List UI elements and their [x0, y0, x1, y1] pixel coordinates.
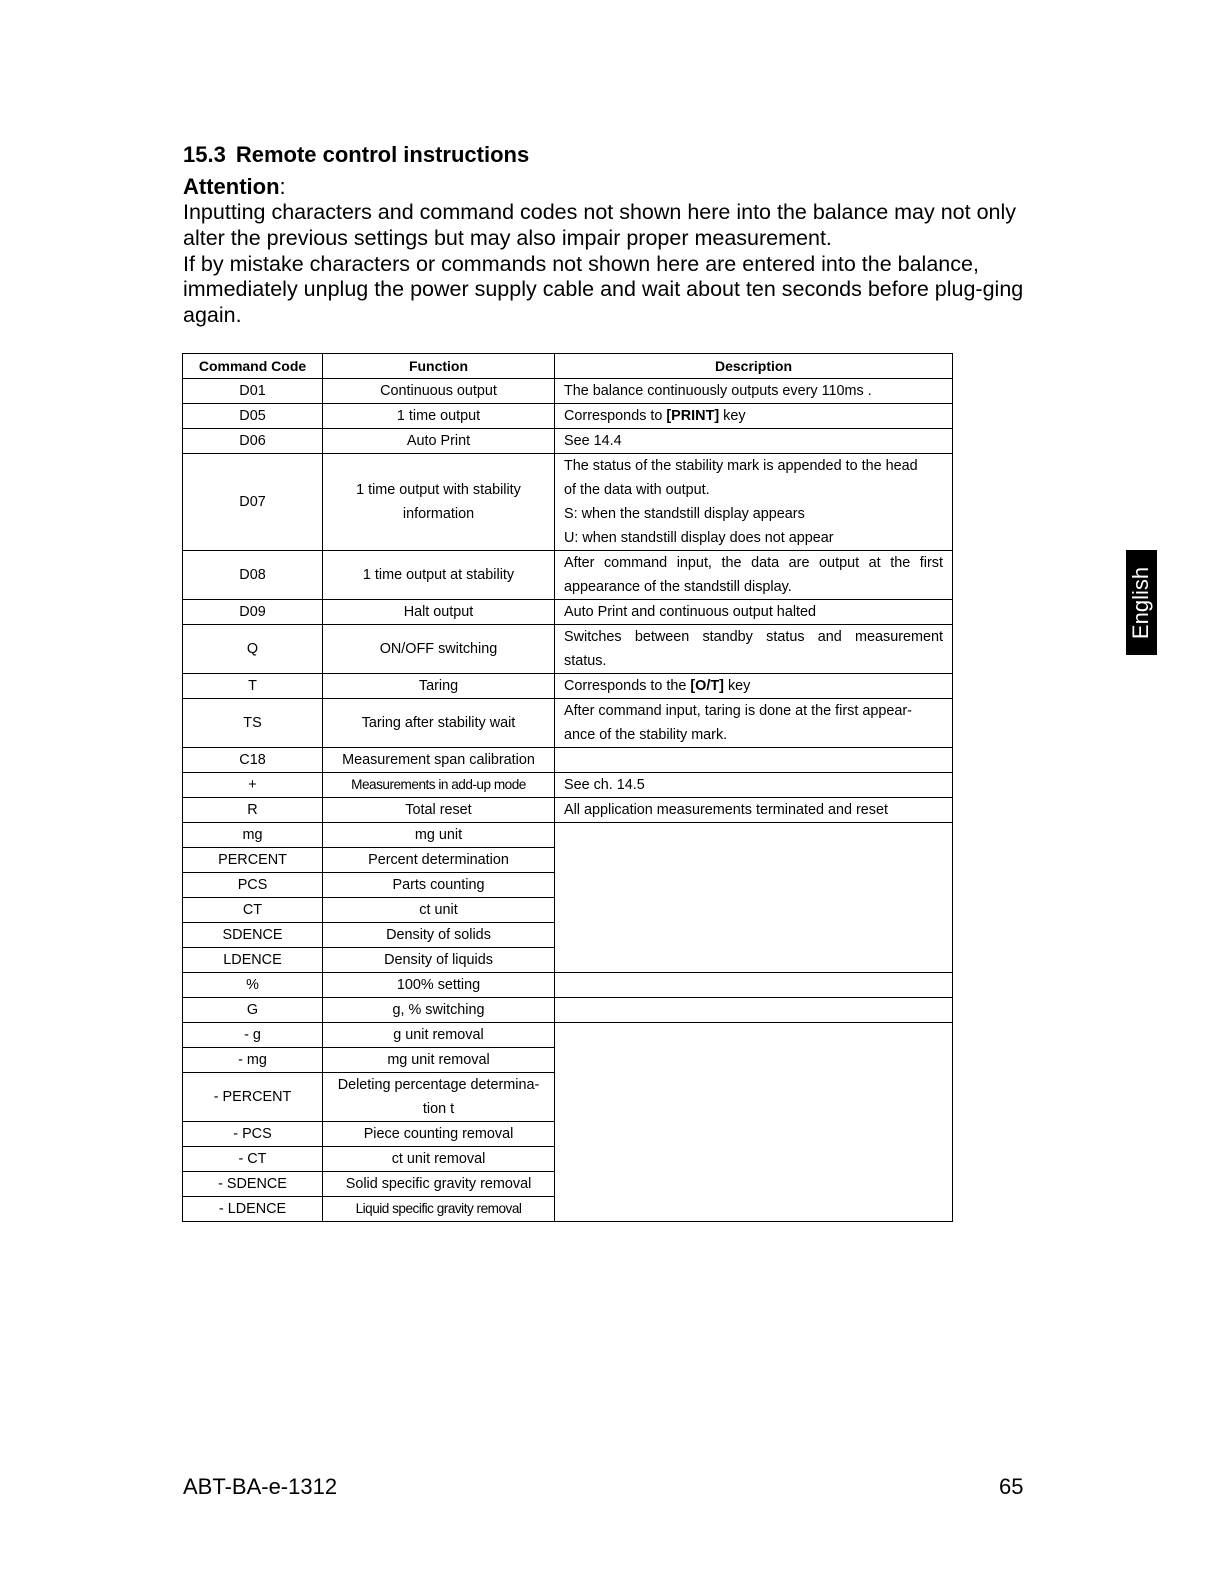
command-code: - mg — [183, 1048, 323, 1073]
command-description: The status of the stability mark is appended to the head of the data with output. S: when the standstill display appears U: when standstill display does not appear — [555, 454, 953, 551]
command-description — [555, 748, 953, 773]
command-function: mg unit removal — [323, 1048, 555, 1073]
command-function: Continuous output — [323, 379, 555, 404]
table-row — [183, 699, 953, 748]
command-code: R — [183, 798, 323, 823]
language-label: English — [1128, 566, 1154, 639]
command-function: 100% setting — [323, 973, 555, 998]
command-function: Taring after stability wait — [323, 699, 555, 748]
command-code: % — [183, 973, 323, 998]
command-code: D06 — [183, 429, 323, 454]
command-code: - g — [183, 1023, 323, 1048]
command-function: Auto Print — [323, 429, 555, 454]
document-id: ABT-BA-e-1312 — [183, 1474, 338, 1499]
table-row — [183, 748, 953, 773]
column-header: Function — [323, 354, 555, 379]
command-code: D05 — [183, 404, 323, 429]
command-function: Solid specific gravity removal — [323, 1172, 555, 1197]
language-tab — [1126, 550, 1157, 655]
command-code: LDENCE — [183, 948, 323, 973]
table-row — [183, 773, 953, 798]
command-description: Switches between standby status and measurement status. — [555, 625, 953, 674]
table-row — [183, 429, 953, 454]
command-code: TS — [183, 699, 323, 748]
table-row — [183, 379, 953, 404]
command-code: T — [183, 674, 323, 699]
command-description — [555, 973, 953, 998]
command-code: - SDENCE — [183, 1172, 323, 1197]
command-function: ct unit removal — [323, 1147, 555, 1172]
command-code: CT — [183, 898, 323, 923]
command-code: D07 — [183, 454, 323, 551]
command-function: ct unit — [323, 898, 555, 923]
command-function: Taring — [323, 674, 555, 699]
column-header: Command Code — [183, 354, 323, 379]
command-description: See ch. 14.5 — [555, 773, 953, 798]
command-function: g unit removal — [323, 1023, 555, 1048]
command-function: Halt output — [323, 600, 555, 625]
command-code: - CT — [183, 1147, 323, 1172]
command-function: ON/OFF switching — [323, 625, 555, 674]
section-title: Remote control instructions — [235, 142, 530, 167]
section-number: 15.3 — [183, 142, 226, 167]
command-description: The balance continuously outputs every 110ms . — [555, 379, 953, 404]
column-header: Description — [555, 354, 953, 379]
command-function: Total reset — [323, 798, 555, 823]
command-table — [182, 353, 953, 1222]
command-code: Q — [183, 625, 323, 674]
table-row — [183, 454, 953, 551]
attention-label: Attention: — [183, 174, 286, 199]
table-header-row — [183, 354, 953, 379]
command-code: PCS — [183, 873, 323, 898]
command-function: Measurements in add-up mode — [323, 773, 555, 798]
command-description: Corresponds to [PRINT] key — [555, 404, 953, 429]
command-function: Deleting percentage determina- tion t — [323, 1073, 555, 1122]
table-row — [183, 998, 953, 1023]
table-row — [183, 600, 953, 625]
command-code: PERCENT — [183, 848, 323, 873]
command-description: Corresponds to the [O/T] key — [555, 674, 953, 699]
table-row — [183, 551, 953, 600]
command-function: Piece counting removal — [323, 1122, 555, 1147]
command-code: - PCS — [183, 1122, 323, 1147]
command-code: - PERCENT — [183, 1073, 323, 1122]
command-code: D01 — [183, 379, 323, 404]
command-description-merged — [555, 823, 953, 973]
table-row — [183, 404, 953, 429]
attention-paragraph-1: Inputting characters and command codes not shown here into the balance may not only alter the previous settings but may also impair proper measurement. — [183, 200, 1017, 250]
page-number: 65 — [999, 1474, 1024, 1499]
table-row — [183, 1023, 953, 1048]
command-function: Percent determination — [323, 848, 555, 873]
command-code: G — [183, 998, 323, 1023]
command-function: Density of liquids — [323, 948, 555, 973]
command-code: mg — [183, 823, 323, 848]
command-description: After command input, the data are output at the first appearance of the standstill display. — [555, 551, 953, 600]
command-description-merged — [555, 1023, 953, 1222]
command-code: C18 — [183, 748, 323, 773]
command-description: After command input, taring is done at the first appear- ance of the stability mark. — [555, 699, 953, 748]
command-code: D09 — [183, 600, 323, 625]
command-function: 1 time output — [323, 404, 555, 429]
command-function: 1 time output at stability — [323, 551, 555, 600]
command-description: All application measurements terminated and reset — [555, 798, 953, 823]
command-code: D08 — [183, 551, 323, 600]
command-description: Auto Print and continuous output halted — [555, 600, 953, 625]
command-code: - LDENCE — [183, 1197, 323, 1222]
attention-text — [183, 200, 1033, 329]
command-code: SDENCE — [183, 923, 323, 948]
table-row — [183, 798, 953, 823]
attention-paragraph-2: If by mistake characters or commands not shown here are entered into the balance, immediately unplug the power supply cable and wait about ten seconds before plug-ging again. — [183, 251, 1024, 328]
table-row — [183, 823, 953, 848]
command-function: g, % switching — [323, 998, 555, 1023]
table-row — [183, 973, 953, 998]
command-function: Parts counting — [323, 873, 555, 898]
command-function: mg unit — [323, 823, 555, 848]
command-function: Measurement span calibration — [323, 748, 555, 773]
command-function: Density of solids — [323, 923, 555, 948]
command-function: Liquid specific gravity removal — [323, 1197, 555, 1222]
command-description: See 14.4 — [555, 429, 953, 454]
command-code: + — [183, 773, 323, 798]
command-description — [555, 998, 953, 1023]
section-heading — [183, 142, 529, 168]
table-row — [183, 674, 953, 699]
table-row — [183, 625, 953, 674]
command-function: 1 time output with stability information — [323, 454, 555, 551]
